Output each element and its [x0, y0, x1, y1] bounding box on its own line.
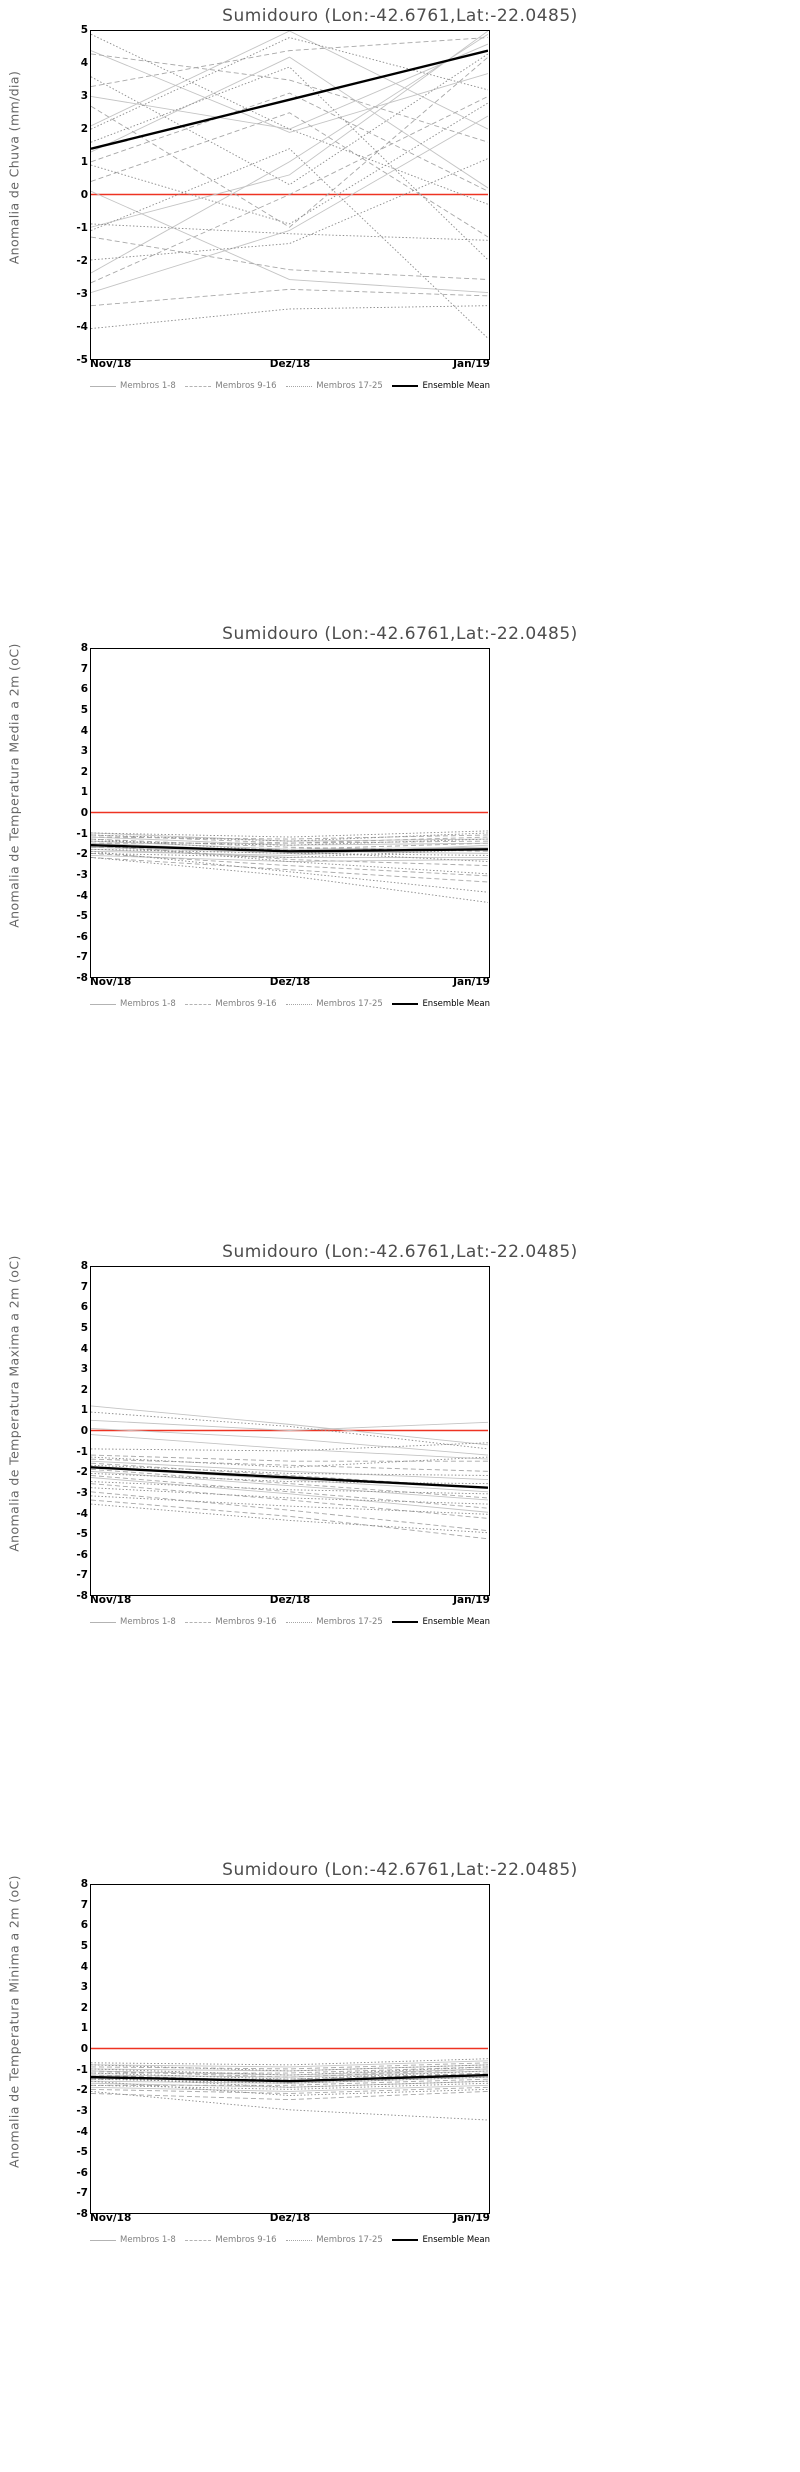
y-axis-tick-label: 0 — [80, 2043, 88, 2055]
legend-item-label: Membros 17-25 — [316, 999, 383, 1009]
y-axis-tick-label: 1 — [80, 2022, 88, 2035]
y-axis-tick-label: 2 — [80, 2001, 88, 2014]
x-axis-tick-label: Nov/18 — [90, 976, 132, 988]
y-axis-tick-label: 7 — [80, 1280, 88, 1293]
legend-item-label: Membros 1-8 — [120, 2235, 176, 2245]
legend-item — [185, 381, 276, 391]
legend-item-label: Membros 1-8 — [120, 1617, 176, 1627]
member-line — [91, 237, 488, 280]
y-axis-tick-label: 4 — [80, 724, 88, 737]
member-line — [91, 1420, 488, 1430]
y-axis-tick-label: -2 — [76, 1466, 88, 1479]
y-axis-tick-label: 3 — [80, 1981, 88, 1994]
panel-chuva — [0, 0, 800, 618]
legend-swatch-icon — [392, 1621, 418, 1623]
y-axis-tick-label: 2 — [80, 1383, 88, 1396]
y-axis-tick-label: 4 — [80, 1960, 88, 1973]
legend-swatch-icon — [90, 1004, 116, 1005]
y-axis-tick-label: -1 — [76, 222, 88, 234]
y-axis-ticks — [44, 24, 88, 366]
y-axis-tick-label: -4 — [76, 321, 88, 333]
y-axis-tick-label: -4 — [76, 1507, 88, 1520]
legend-item — [392, 381, 490, 391]
legend-swatch-icon — [286, 1622, 312, 1623]
member-line — [91, 191, 488, 292]
member-line — [91, 1500, 488, 1539]
legend-swatch-icon — [90, 2240, 116, 2241]
legend-item-label: Ensemble Mean — [422, 2235, 490, 2245]
legend-item — [286, 2235, 383, 2245]
y-axis-tick-label: 8 — [80, 1260, 88, 1272]
legend-item-label: Membros 17-25 — [316, 2235, 383, 2245]
y-axis-tick-label: 6 — [80, 683, 88, 696]
y-axis-tick-label: 5 — [80, 1321, 88, 1334]
y-axis-tick-label: 0 — [80, 189, 88, 201]
y-axis-tick-label: -1 — [76, 1445, 88, 1458]
y-axis-tick-label: 4 — [80, 57, 88, 69]
y-axis-tick-label: -4 — [76, 889, 88, 902]
y-axis-tick-label: -1 — [76, 2063, 88, 2076]
y-axis-ticks — [44, 1260, 88, 1602]
panel-temp-maxima — [0, 1236, 800, 1854]
y-axis-tick-label: 0 — [80, 807, 88, 819]
y-axis-tick-label: -5 — [76, 354, 88, 366]
y-axis-tick-label: 3 — [80, 90, 88, 102]
legend-item-label: Membros 9-16 — [215, 381, 277, 391]
member-line — [91, 93, 488, 191]
y-axis-tick-label: 2 — [80, 765, 88, 778]
legend-swatch-icon — [185, 386, 211, 387]
legend-item-label: Ensemble Mean — [422, 999, 490, 1009]
legend-swatch-icon — [90, 1622, 116, 1623]
chart-svg — [91, 649, 488, 976]
member-line — [91, 149, 488, 339]
chart-legend — [90, 996, 490, 1012]
x-axis-ticks — [90, 1594, 490, 1610]
y-axis-tick-label: 4 — [80, 1342, 88, 1355]
y-axis-tick-label: -2 — [76, 255, 88, 267]
member-line — [91, 1484, 488, 1519]
legend-item — [286, 1617, 383, 1627]
x-axis-ticks — [90, 976, 490, 992]
y-axis-tick-label: -3 — [76, 1486, 88, 1499]
y-axis-tick-label: -3 — [76, 868, 88, 881]
legend-item-label: Membros 17-25 — [316, 1617, 383, 1627]
legend-item-label: Ensemble Mean — [422, 1617, 490, 1627]
y-axis-tick-label: 6 — [80, 1919, 88, 1932]
legend-item — [392, 999, 490, 1009]
legend-item — [392, 1617, 490, 1627]
legend-swatch-icon — [185, 1004, 211, 1005]
page-title: Sumidouro (Lon:-42.6761,Lat:-22.0485) — [222, 1860, 578, 1880]
x-axis-tick-label: Nov/18 — [90, 1594, 132, 1606]
member-line — [91, 57, 488, 188]
member-line — [91, 57, 488, 227]
legend-item — [286, 381, 383, 391]
x-axis-tick-label: Jan/19 — [453, 976, 490, 988]
legend-item — [90, 999, 176, 1009]
y-axis-tick-label: 3 — [80, 1363, 88, 1376]
y-axis-tick-label: -6 — [76, 1548, 88, 1561]
legend-item — [90, 2235, 176, 2245]
y-axis-tick-label: 5 — [80, 703, 88, 716]
member-line — [91, 34, 488, 273]
legend-swatch-icon — [286, 1004, 312, 1005]
plot-area — [90, 648, 490, 978]
y-axis-tick-label: -5 — [76, 1528, 88, 1541]
x-axis-tick-label: Nov/18 — [90, 358, 132, 370]
chart-svg — [91, 1885, 488, 2212]
x-axis-tick-label: Dez/18 — [269, 1594, 311, 1606]
y-axis-tick-label: 5 — [80, 1939, 88, 1952]
legend-item — [185, 2235, 276, 2245]
legend-item — [90, 381, 176, 391]
y-axis-tick-label: -7 — [76, 1569, 88, 1582]
page-title: Sumidouro (Lon:-42.6761,Lat:-22.0485) — [222, 624, 578, 644]
y-axis-tick-label: -3 — [76, 288, 88, 300]
page-title: Sumidouro (Lon:-42.6761,Lat:-22.0485) — [222, 6, 578, 26]
x-axis-tick-label: Dez/18 — [269, 358, 311, 370]
member-line — [91, 159, 488, 260]
member-line — [91, 1428, 488, 1455]
legend-item — [185, 1617, 276, 1627]
y-axis-tick-label: 1 — [80, 786, 88, 799]
y-axis-tick-label: -2 — [76, 848, 88, 861]
y-axis-tick-label: -1 — [76, 827, 88, 840]
y-axis-tick-label: 7 — [80, 662, 88, 675]
legend-item-label: Membros 1-8 — [120, 381, 176, 391]
member-line — [91, 306, 488, 329]
plot-area — [90, 1884, 490, 2214]
member-line — [91, 855, 488, 861]
legend-item — [185, 999, 276, 1009]
x-axis-tick-label: Dez/18 — [269, 976, 311, 988]
member-line — [91, 1504, 488, 1533]
member-line — [91, 116, 488, 293]
plot-area — [90, 1266, 490, 1596]
y-axis-tick-label: -8 — [76, 2208, 88, 2220]
legend-swatch-icon — [185, 1622, 211, 1623]
legend-item-label: Ensemble Mean — [422, 381, 490, 391]
member-line — [91, 1457, 488, 1467]
member-line — [91, 67, 488, 260]
y-axis-tick-label: -8 — [76, 1590, 88, 1602]
page-title: Sumidouro (Lon:-42.6761,Lat:-22.0485) — [222, 1242, 578, 1262]
x-axis-tick-label: Dez/18 — [269, 2212, 311, 2224]
chart-svg — [91, 1267, 488, 1594]
legend-swatch-icon — [185, 2240, 211, 2241]
member-line — [91, 2091, 488, 2099]
x-axis-tick-label: Jan/19 — [453, 1594, 490, 1606]
chart-legend — [90, 2232, 490, 2248]
legend-item-label: Membros 1-8 — [120, 999, 176, 1009]
chart-legend — [90, 1614, 490, 1630]
y-axis-ticks — [44, 642, 88, 984]
y-axis-tick-label: -2 — [76, 2084, 88, 2097]
member-line — [91, 38, 488, 130]
member-line — [91, 224, 488, 240]
y-axis-tick-label: 5 — [80, 24, 88, 36]
y-axis-label: Anomalia de Temperatura Minima a 2m (oC) — [6, 1875, 22, 2168]
legend-item-label: Membros 9-16 — [215, 1617, 277, 1627]
member-line — [91, 51, 488, 133]
y-axis-tick-label: 6 — [80, 1301, 88, 1314]
y-axis-tick-label: -5 — [76, 910, 88, 923]
member-line — [91, 1478, 488, 1513]
legend-item — [286, 999, 383, 1009]
member-line — [91, 289, 488, 305]
plot-area — [90, 30, 490, 360]
member-line — [91, 853, 488, 875]
y-axis-tick-label: -6 — [76, 2166, 88, 2179]
member-line — [91, 1492, 488, 1531]
y-axis-tick-label: 8 — [80, 642, 88, 654]
legend-item-label: Membros 9-16 — [215, 2235, 277, 2245]
x-axis-tick-label: Jan/19 — [453, 2212, 490, 2224]
x-axis-tick-label: Nov/18 — [90, 2212, 132, 2224]
x-axis-ticks — [90, 358, 490, 374]
legend-swatch-icon — [286, 2240, 312, 2241]
y-axis-tick-label: 2 — [80, 123, 88, 135]
legend-item — [392, 2235, 490, 2245]
chart-legend — [90, 378, 490, 394]
y-axis-tick-label: 3 — [80, 745, 88, 758]
y-axis-tick-label: -3 — [76, 2104, 88, 2117]
x-axis-ticks — [90, 2212, 490, 2228]
legend-item-label: Membros 17-25 — [316, 381, 383, 391]
y-axis-tick-label: 1 — [80, 156, 88, 168]
y-axis-label: Anomalia de Chuva (mm/dia) — [6, 70, 22, 265]
legend-swatch-icon — [392, 2239, 418, 2241]
panel-temp-minima — [0, 1854, 800, 2472]
y-axis-tick-label: 0 — [80, 1425, 88, 1437]
y-axis-ticks — [44, 1878, 88, 2220]
y-axis-tick-label: 1 — [80, 1404, 88, 1417]
member-line — [91, 1475, 488, 1508]
member-line — [91, 2059, 488, 2065]
x-axis-tick-label: Jan/19 — [453, 358, 490, 370]
y-axis-tick-label: -7 — [76, 2187, 88, 2200]
chart-svg — [91, 31, 488, 358]
y-axis-label: Anomalia de Temperatura Media a 2m (oC) — [6, 643, 22, 928]
legend-item-label: Membros 9-16 — [215, 999, 277, 1009]
y-axis-tick-label: 8 — [80, 1878, 88, 1890]
legend-swatch-icon — [90, 386, 116, 387]
legend-swatch-icon — [392, 1003, 418, 1005]
y-axis-tick-label: -4 — [76, 2125, 88, 2138]
y-axis-tick-label: -6 — [76, 930, 88, 943]
y-axis-tick-label: -8 — [76, 972, 88, 984]
legend-item — [90, 1617, 176, 1627]
y-axis-tick-label: 7 — [80, 1898, 88, 1911]
y-axis-tick-label: -7 — [76, 951, 88, 964]
y-axis-label: Anomalia de Temperatura Maxima a 2m (oC) — [6, 1255, 22, 1552]
panel-temp-media — [0, 618, 800, 1236]
legend-swatch-icon — [392, 385, 418, 387]
legend-swatch-icon — [286, 386, 312, 387]
y-axis-tick-label: -5 — [76, 2146, 88, 2159]
